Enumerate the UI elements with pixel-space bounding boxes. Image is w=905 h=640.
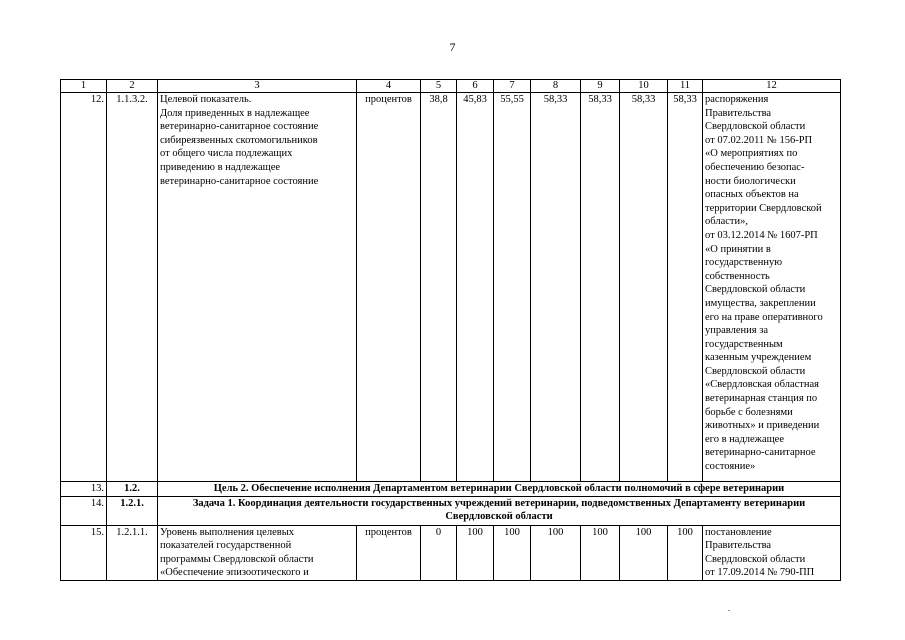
row-code: 1.2. bbox=[107, 482, 158, 497]
row-number: 13. bbox=[61, 482, 107, 497]
value-cell: 100 bbox=[581, 525, 620, 580]
value-cell: 58,33 bbox=[668, 93, 703, 482]
row-number: 14. bbox=[61, 496, 107, 525]
row-number: 12. bbox=[61, 93, 107, 482]
value-cell: 58,33 bbox=[581, 93, 620, 482]
value-cell: 100 bbox=[494, 525, 531, 580]
row-code: 1.1.3.2. bbox=[107, 93, 158, 482]
value-cell: 100 bbox=[531, 525, 581, 580]
indicators-table bbox=[60, 79, 841, 581]
table-row bbox=[61, 496, 841, 525]
row-code: 1.2.1.1. bbox=[107, 525, 158, 580]
table-row bbox=[61, 93, 841, 482]
column-number: 9 bbox=[581, 80, 620, 93]
row-code: 1.2.1. bbox=[107, 496, 158, 525]
indicator-name: Уровень выполнения целевых показателей государственной программы Свердловской области «Обеспечение эпизоотического и bbox=[158, 525, 357, 580]
row-number: 15. bbox=[61, 525, 107, 580]
column-number: 7 bbox=[494, 80, 531, 93]
value-cell: 55,55 bbox=[494, 93, 531, 482]
column-number: 11 bbox=[668, 80, 703, 93]
table-row bbox=[61, 525, 841, 580]
value-cell: 100 bbox=[668, 525, 703, 580]
unit: процентов bbox=[357, 525, 421, 580]
value-cell: 100 bbox=[457, 525, 494, 580]
value-cell: 38,8 bbox=[421, 93, 457, 482]
value-cell: 45,83 bbox=[457, 93, 494, 482]
source-document: распоряжения Правительства Свердловской области от 07.02.2011 № 156-РП «О мероприятиях по обеспечению безопас- ности биологически опасных объектов на территории Свердловской области», от 03.12.2014 № 1607-РП «О принятии в государственную собственность Свердловской области имущества, закреплении его на праве оперативного управления за государственным казенным учреждением Свердловской области «Свердловская областная ветеринарная станция по борьбе с болезнями животных» и приведении его в надлежащее ветеринарно-санитарное состояние» bbox=[703, 93, 841, 482]
value-cell: 100 bbox=[620, 525, 668, 580]
scan-mark bbox=[728, 610, 730, 611]
column-number: 6 bbox=[457, 80, 494, 93]
column-number: 1 bbox=[61, 80, 107, 93]
value-cell: 58,33 bbox=[531, 93, 581, 482]
column-number: 12 bbox=[703, 80, 841, 93]
column-number: 10 bbox=[620, 80, 668, 93]
value-cell: 0 bbox=[421, 525, 457, 580]
column-number: 2 bbox=[107, 80, 158, 93]
page-number: 7 bbox=[449, 40, 456, 54]
column-number: 8 bbox=[531, 80, 581, 93]
task-heading: Задача 1. Координация деятельности государственных учреждений ветеринарии, подведомственных Департаменту ветеринарии Свердловской области bbox=[158, 496, 841, 525]
source-document: постановление Правительства Свердловской области от 17.09.2014 № 790-ПП bbox=[703, 525, 841, 580]
unit: процентов bbox=[357, 93, 421, 482]
column-number: 5 bbox=[421, 80, 457, 93]
indicator-name: Целевой показатель. Доля приведенных в надлежащее ветеринарно-санитарное состояние сибиреязвенных скотомогильников от общего числа подлежащих приведению в надлежащее ветеринарно-санитарное состояние bbox=[158, 93, 357, 482]
column-number: 4 bbox=[357, 80, 421, 93]
goal-heading: Цель 2. Обеспечение исполнения Департаментом ветеринарии Свердловской области полномочий в сфере ветеринарии bbox=[158, 482, 841, 497]
column-number-row bbox=[61, 80, 841, 93]
value-cell: 58,33 bbox=[620, 93, 668, 482]
table-row bbox=[61, 482, 841, 497]
column-number: 3 bbox=[158, 80, 357, 93]
